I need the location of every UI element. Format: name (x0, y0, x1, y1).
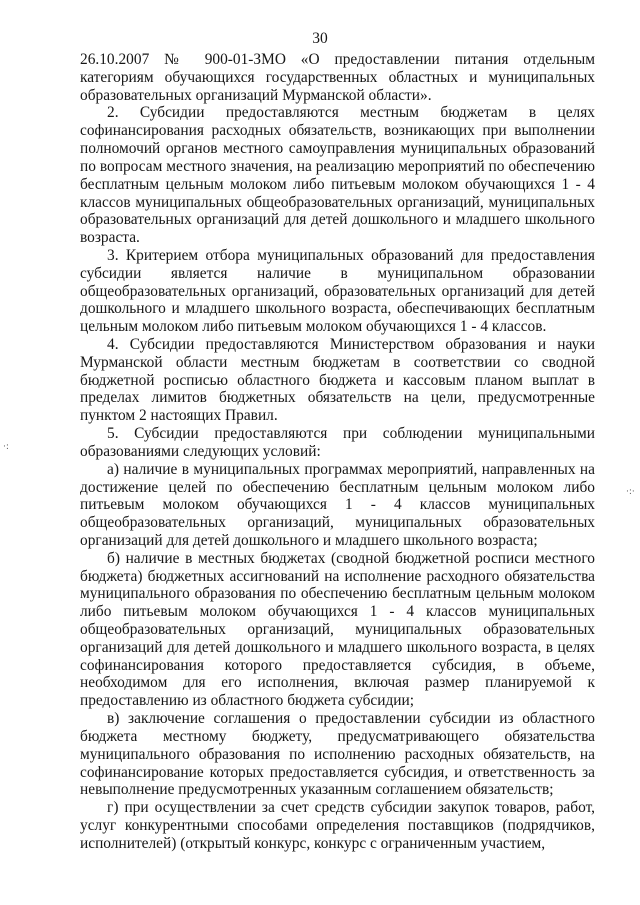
paragraph-item-3: 3. Критерием отбора муниципальных образований для предоставления субсидии является наличие в муниципальном образовании общеобразовательных организаций, образовательных организаций для детей дошкольного и младшего школьного возраста, обеспечивающих бесплатным цельным молоком либо питьевым молоком обучающихся 1 - 4 классов. (80, 246, 595, 336)
scan-artifact-left: ·: (3, 442, 9, 452)
document-body (80, 51, 595, 853)
subitem-v: в) заключение соглашения о предоставлении субсидии из областного бюджета местному бюджету, предусматривающего обязательства муниципального образования по исполнению расходных обязательств, на софинансирование которых предоставляется субсидия, и ответственность за невыполнение предусмотренных указанным соглашением обязательств; (80, 710, 595, 799)
subitem-a: а) наличие в муниципальных программах мероприятий, направленных на достижение целей по обеспечению бесплатным цельным молоком либо питьевым молоком обучающихся 1 - 4 классов муниципальных общеобразовательных организаций, муниципальных образовательных организаций для детей дошкольного и младшего школьного возраста; (80, 460, 595, 549)
paragraph-continuation: 26.10.2007 № 900-01-ЗМО «О предоставлении питания отдельным категориям обучающихся государственных областных и муниципальных образовательных организаций Мурманской области». (80, 51, 595, 104)
paragraph-item-4: 4. Субсидии предоставляются Министерством образования и науки Мурманской области местным бюджетам в соответствии со сводной бюджетной росписью областного бюджета и кассовым планом выплат в пределах лимитов бюджетных обязательств на цели, предусмотренные пунктом 2 настоящих Правил. (80, 336, 595, 425)
paragraph-item-2: 2. Субсидии предоставляются местным бюджетам в целях софинансирования расходных обязательств, возникающих при выполнении полномочий органов местного самоуправления муниципальных образований по вопросам местного значения, на реализацию мероприятий по обеспечению бесплатным цельным молоком либо питьевым молоком обучающихся 1 - 4 классов муниципальных общеобразовательных организаций, муниципальных образовательных организаций для детей дошкольного и младшего школьного возраста. (80, 104, 595, 247)
paragraph-item-5: 5. Субсидии предоставляются при соблюдении муниципальными образованиями следующих условий: (80, 425, 595, 460)
subitem-g: г) при осуществлении за счет средств субсидии закупок товаров, работ, услуг конкурентными способами определения поставщиков (подрядчиков, исполнителей) (открытый конкурс, конкурс с ограниченным участием, (80, 799, 595, 852)
scan-artifact-right: ·:· (626, 487, 635, 497)
subitem-b: б) наличие в местных бюджетах (сводной бюджетной росписи местного бюджета) бюджетных ассигнований на исполнение расходного обязательства муниципального образования по обеспечению бесплатным цельным молоком либо питьевым молоком обучающихся 1 - 4 классов муниципальных общеобразовательных организаций, муниципальных образовательных организаций для детей дошкольного и младшего школьного возраста, в целях софинансирования которого предоставляется субсидия, в объеме, необходимом для его исполнения, включая размер планируемой к предоставлению из областного бюджета субсидии; (80, 549, 595, 710)
page-number: 30 (312, 30, 328, 47)
